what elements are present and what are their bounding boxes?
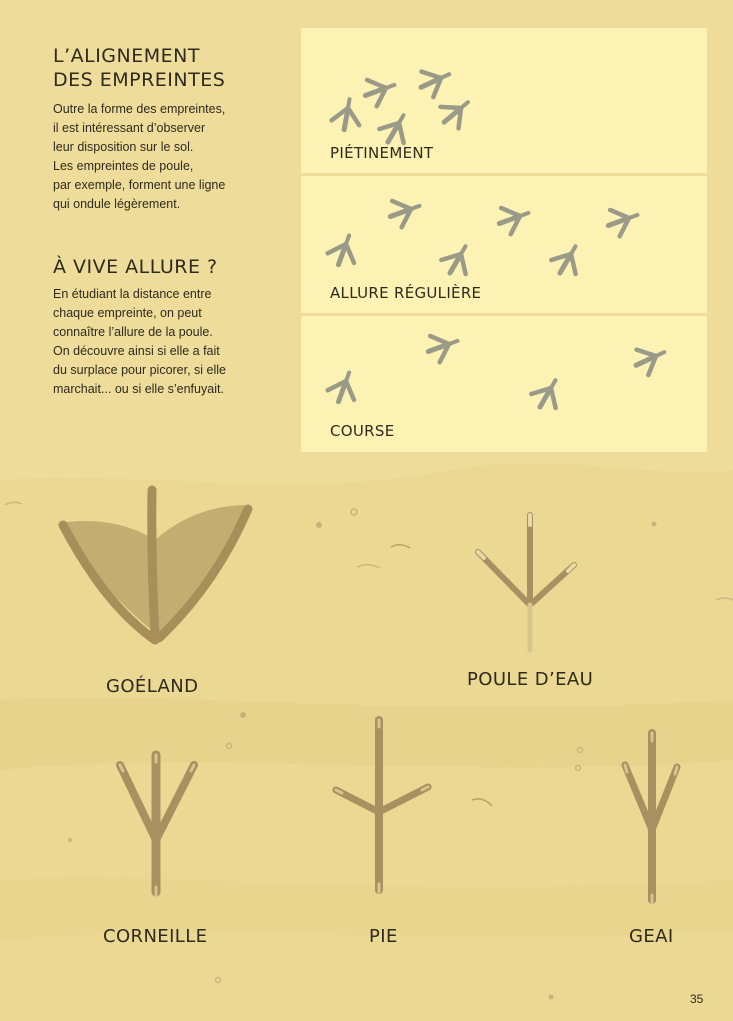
text-line: chaque empreinte, on peut [53, 306, 202, 320]
track-mark [630, 340, 670, 378]
alignement-title-line-2: DES EMPREINTES [53, 69, 226, 91]
track-mark [386, 193, 425, 230]
track-mark [361, 72, 400, 109]
footprint-label-goeland: GOÉLAND [106, 676, 199, 697]
track-mark [325, 231, 362, 270]
track-mark [438, 239, 478, 280]
pebble [549, 995, 554, 1000]
pebble [68, 838, 72, 842]
pebble [240, 712, 246, 718]
track-mark [548, 239, 588, 280]
alignement-title-line-1: L’ALIGNEMENT [53, 45, 200, 67]
pie-footprint [330, 712, 435, 897]
track-mark [604, 202, 643, 239]
text-line: qui ondule légèrement. [53, 197, 181, 211]
page-number: 35 [690, 992, 704, 1006]
gait-panel-course [301, 316, 707, 452]
text-line: Les empreintes de poule, [53, 159, 194, 173]
track-mark [424, 328, 463, 365]
alignement-text [53, 100, 283, 214]
gait-label-reguliere: ALLURE RÉGULIÈRE [330, 284, 482, 302]
text-line: leur disposition sur le sol. [53, 140, 194, 154]
track-mark [376, 108, 416, 149]
text-line: connaître l’allure de la poule. [53, 325, 213, 339]
footprint-label-corneille: CORNEILLE [103, 926, 208, 947]
corneille-footprint [110, 750, 205, 900]
track-mark [330, 97, 363, 132]
pebble [316, 522, 322, 528]
alignement-title [53, 44, 225, 92]
allure-title: À VIVE ALLURE ? [53, 256, 218, 278]
poule-deau-footprint [470, 510, 580, 655]
footprint-label-poule-deau: POULE D’EAU [467, 669, 594, 690]
allure-text [53, 285, 283, 399]
gait-panel-reguliere [301, 176, 707, 313]
geai-footprint [615, 725, 685, 910]
goeland-footprint [55, 485, 260, 655]
pebble [652, 522, 657, 527]
footprint-label-pie: PIE [369, 926, 398, 947]
track-mark [528, 373, 568, 414]
text-line: marchait... ou si elle s’enfuyait. [53, 382, 224, 396]
text-line: par exemple, forment une ligne [53, 178, 226, 192]
text-line: En étudiant la distance entre [53, 287, 212, 301]
gait-label-pietinement: PIÉTINEMENT [330, 144, 434, 162]
text-line: du surplace pour picorer, si elle [53, 363, 227, 377]
text-line: il est intéressant d’observer [53, 121, 206, 135]
text-line: On découvre ainsi si elle a fait [53, 344, 220, 358]
track-mark [415, 62, 455, 100]
gait-label-course: COURSE [330, 422, 395, 440]
gait-panel-pietinement [301, 28, 707, 173]
text-line: Outre la forme des empreintes, [53, 102, 226, 116]
track-mark [495, 200, 534, 237]
footprint-label-geai: GEAI [629, 926, 674, 947]
track-mark [325, 368, 362, 407]
track-mark [435, 91, 477, 132]
